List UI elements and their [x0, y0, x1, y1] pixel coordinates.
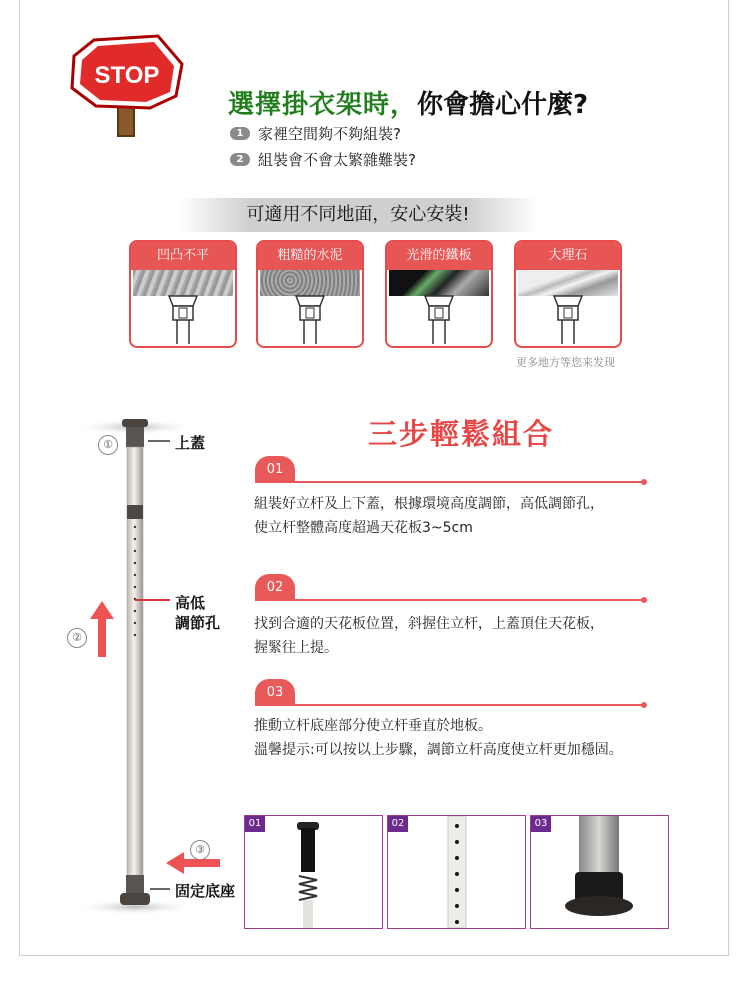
step-line: 溫馨提示:可以按以上步驟，調節立杆高度使立杆更加穩固。: [254, 742, 623, 758]
step-divider: [255, 704, 645, 706]
up-arrow-icon: [90, 601, 114, 661]
concern-number: 2: [230, 153, 250, 166]
steps-title: 三步輕鬆組合: [368, 417, 555, 451]
pole-foot-icon: [167, 290, 199, 348]
marker-2: ②: [67, 628, 87, 648]
pole-foot-icon: [423, 290, 455, 348]
concern-number: 1: [230, 127, 250, 140]
surface-card-label: 光滑的鐵板: [387, 242, 491, 270]
step-line: 握緊往上提。: [254, 640, 338, 656]
step-description-02: [254, 612, 604, 660]
adjust-hole-label-1: 高低: [175, 594, 206, 612]
more-locations-text: 更多地方等您来发现: [516, 356, 615, 369]
concern-text: 家裡空間夠不夠組裝?: [258, 125, 401, 143]
left-arrow-icon: [166, 852, 220, 878]
step-description-01: [254, 492, 604, 540]
adjust-holes-image: [388, 816, 525, 928]
step-line: 找到合適的天花板位置，斜握住立杆，上蓋頂住天花板，: [254, 616, 604, 632]
step-line: 使立杆整體高度超過天花板3~5cm: [254, 520, 473, 536]
surface-card-uneven: [129, 240, 237, 348]
top-cap-spring-image: [245, 816, 382, 928]
marker-1: ①: [98, 435, 118, 455]
pole-diagram: [64, 415, 184, 925]
surface-card-label: 凹凸不平: [131, 242, 235, 270]
photo-tag: 02: [388, 816, 408, 832]
step-divider: [255, 599, 645, 601]
photo-adjust-holes: [387, 815, 526, 929]
adjust-hole-label-2: 調節孔: [175, 614, 221, 632]
step-divider-dot: [641, 597, 647, 603]
concern-text: 組裝會不會太繁雜難裝?: [258, 151, 416, 169]
surfaces-banner: 可適用不同地面，安心安裝!: [178, 198, 538, 232]
base-label: 固定底座: [175, 882, 236, 900]
concern-item-2: [230, 149, 416, 170]
marker-3: ③: [190, 840, 210, 860]
base-image: [531, 816, 668, 928]
concern-item-1: [230, 123, 401, 144]
surface-card-label: 大理石: [516, 242, 620, 270]
surface-card-label: 粗糙的水泥: [258, 242, 362, 270]
surface-card-marble: [514, 240, 622, 348]
step-tab-01: 01: [255, 456, 295, 482]
step-tab-03: 03: [255, 679, 295, 705]
surface-card-concrete: [256, 240, 364, 348]
photo-tag: 03: [531, 816, 551, 832]
stop-sign-text: STOP: [94, 62, 160, 89]
step-line: 組裝好立杆及上下蓋，根據環境高度調節，高低調節孔，: [254, 496, 604, 512]
top-cap-label: 上蓋: [175, 434, 206, 452]
pole-foot-icon: [294, 290, 326, 348]
page-title-black: 你會擔心什麼?: [417, 90, 589, 120]
photo-base: [530, 815, 669, 929]
stop-sign-icon: [66, 30, 186, 140]
step-divider-dot: [641, 479, 647, 485]
photo-top-cap-spring: [244, 815, 383, 929]
step-divider: [255, 481, 645, 483]
surface-card-steel: [385, 240, 493, 348]
pole-foot-icon: [552, 290, 584, 348]
step-description-03: [254, 714, 623, 762]
step-line: 推動立杆底座部分使立杆垂直於地板。: [254, 718, 492, 734]
page-title: [228, 84, 588, 121]
photo-tag: 01: [245, 816, 265, 832]
step-tab-02: 02: [255, 574, 295, 600]
page-title-green: 選擇掛衣架時，: [228, 90, 418, 120]
step-divider-dot: [641, 702, 647, 708]
